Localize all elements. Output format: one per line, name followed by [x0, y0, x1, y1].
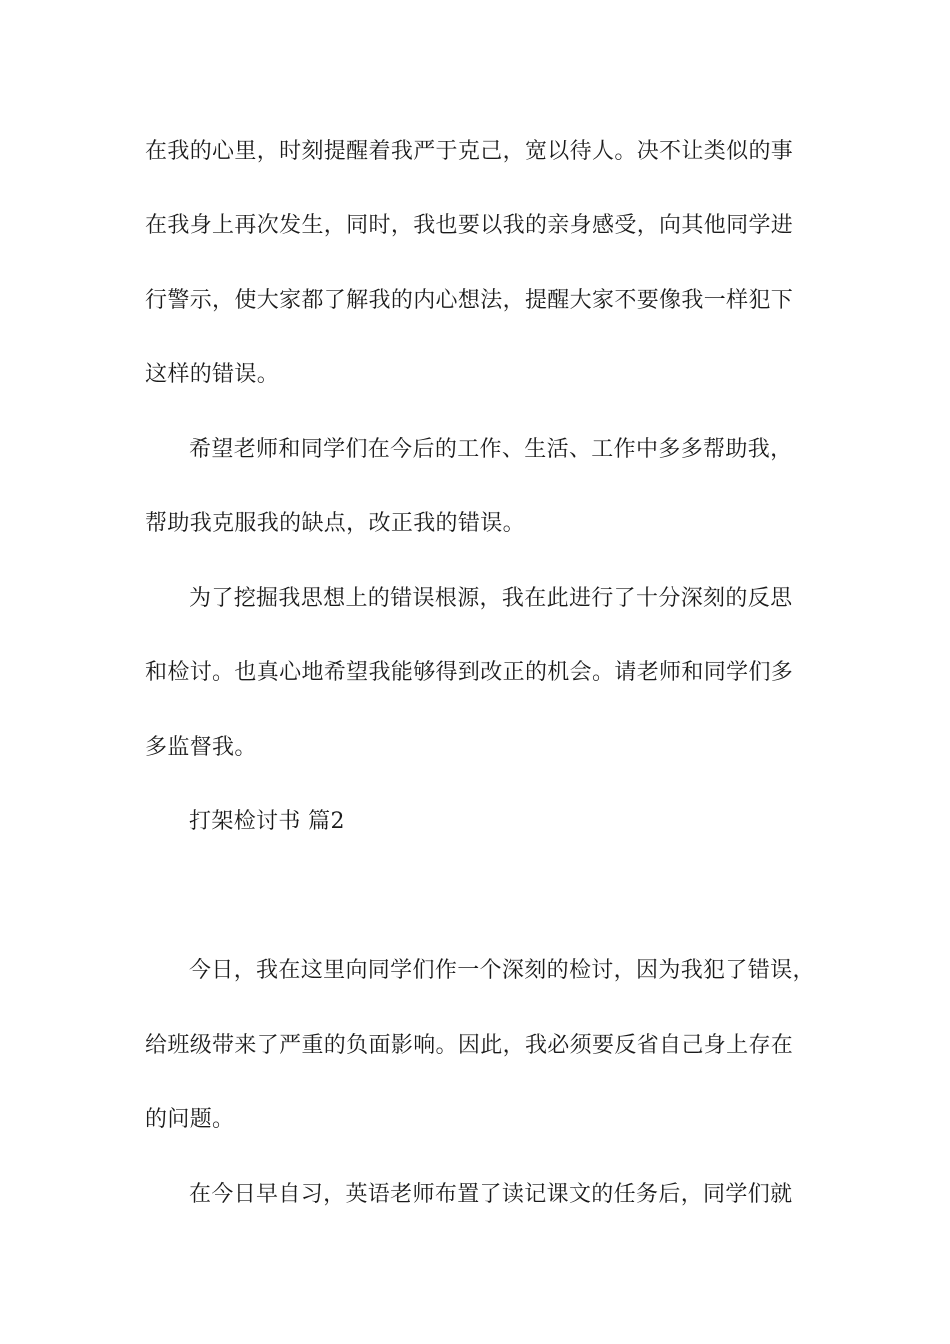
body-text-line: 的问题。 [145, 1107, 235, 1132]
body-text-line: 多监督我。 [145, 735, 257, 760]
paragraph-first-line: 今日，我在这里向同学们作一个深刻的检讨，因为我犯了错误， [189, 958, 815, 983]
body-text-line: 帮助我克服我的缺点，改正我的错误。 [145, 511, 525, 536]
section-heading: 打架检讨书 篇2 [189, 809, 345, 834]
paragraph-first-line: 希望老师和同学们在今后的工作、生活、工作中多多帮助我， [189, 437, 793, 462]
body-text-line: 和检讨。也真心地希望我能够得到改正的机会。请老师和同学们多 [145, 660, 794, 685]
body-text-line: 在我身上再次发生，同时，我也要以我的亲身感受，向其他同学进 [145, 213, 794, 238]
paragraph-first-line: 在今日早自习，英语老师布置了读记课文的任务后，同学们就 [189, 1182, 793, 1207]
body-text-line: 给班级带来了严重的负面影响。因此，我必须要反省自己身上存在 [145, 1033, 794, 1058]
body-text-line: 行警示，使大家都了解我的内心想法，提醒大家不要像我一样犯下 [145, 288, 794, 313]
paragraph-first-line: 为了挖掘我思想上的错误根源，我在此进行了十分深刻的反思 [189, 586, 793, 611]
body-text-line: 在我的心里，时刻提醒着我严于克己，宽以待人。决不让类似的事 [145, 139, 794, 164]
body-text-line: 这样的错误。 [145, 362, 280, 387]
